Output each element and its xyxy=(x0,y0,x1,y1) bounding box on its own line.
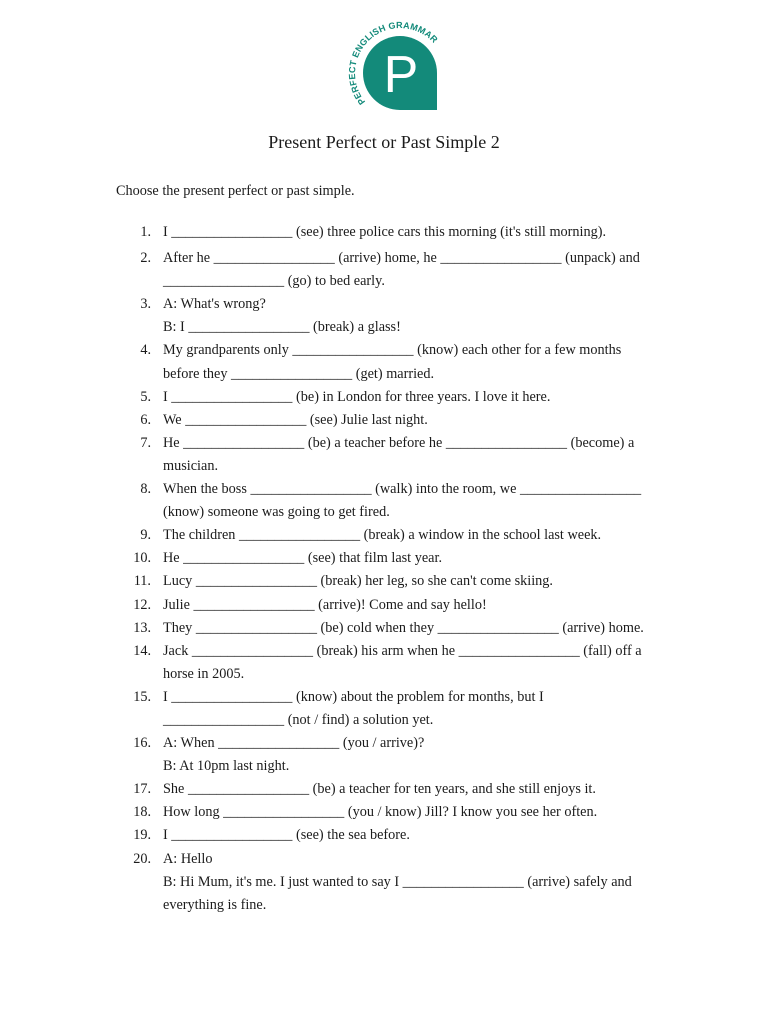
item-number: 18. xyxy=(133,804,151,821)
exercise-item-10 xyxy=(0,547,768,570)
exercise-item-8 xyxy=(0,478,768,524)
item-text-line: before they _________________ (get) married. xyxy=(163,365,435,382)
item-text-line: musician. xyxy=(163,457,219,474)
item-text-line: They _________________ (be) cold when they _________________ (arrive) home. xyxy=(163,619,644,636)
item-text-line: He _________________ (see) that film last year. xyxy=(163,550,443,567)
exercise-item-14 xyxy=(0,640,768,686)
item-number: 9. xyxy=(140,527,151,544)
exercise-item-20 xyxy=(0,848,768,917)
exercise-item-17 xyxy=(0,778,768,801)
item-number: 14. xyxy=(133,642,151,659)
item-text-line: B: I _________________ (break) a glass! xyxy=(163,319,401,336)
item-text-line: When the boss _________________ (walk) into the room, we _________________ xyxy=(163,481,642,498)
item-number: 3. xyxy=(140,296,151,313)
item-number: 11. xyxy=(133,573,151,590)
exercise-item-15 xyxy=(0,686,768,732)
item-text-line: A: What's wrong? xyxy=(163,296,266,313)
item-number: 13. xyxy=(133,619,151,636)
exercise-item-4 xyxy=(0,339,768,385)
worksheet-title: Present Perfect or Past Simple 2 xyxy=(268,132,500,152)
item-text-line: horse in 2005. xyxy=(163,665,245,682)
exercise-item-5 xyxy=(0,386,768,409)
item-text-line: everything is fine. xyxy=(163,896,267,913)
item-text-line: How long _________________ (you / know) Jill? I know you see her often. xyxy=(163,804,598,821)
item-text-line: I _________________ (see) the sea before. xyxy=(163,827,410,844)
item-number: 7. xyxy=(140,434,151,451)
item-text-line: A: When _________________ (you / arrive)? xyxy=(163,735,425,752)
exercise-item-3 xyxy=(0,293,768,339)
exercise-item-2 xyxy=(0,247,768,293)
item-number: 6. xyxy=(140,411,151,428)
item-text-line: Julie _________________ (arrive)! Come and say hello! xyxy=(163,596,487,613)
perfect-english-grammar-logo xyxy=(330,10,460,120)
exercise-item-19 xyxy=(0,824,768,847)
item-number: 2. xyxy=(140,250,151,267)
exercise-item-12 xyxy=(0,594,768,617)
exercise-item-16 xyxy=(0,732,768,778)
exercise-item-11 xyxy=(0,570,768,593)
item-number: 5. xyxy=(140,388,151,405)
item-number: 4. xyxy=(140,342,151,359)
exercise-item-9 xyxy=(0,524,768,547)
item-text-line: My grandparents only _________________ (know) each other for a few months xyxy=(163,342,622,359)
worksheet-instruction: Choose the present perfect or past simple. xyxy=(116,183,355,199)
item-text-line: Jack _________________ (break) his arm when he _________________ (fall) off a xyxy=(163,642,642,659)
item-text-line: B: Hi Mum, it's me. I just wanted to say I _________________ (arrive) safely and xyxy=(163,873,632,890)
item-number: 17. xyxy=(133,781,151,798)
item-number: 8. xyxy=(140,481,151,498)
exercise-item-1 xyxy=(0,221,768,244)
item-number: 20. xyxy=(133,850,151,867)
item-text-line: I _________________ (be) in London for three years. I love it here. xyxy=(163,388,551,405)
item-text-line: He _________________ (be) a teacher before he _________________ (become) a xyxy=(163,434,635,451)
item-number: 15. xyxy=(133,688,151,705)
exercise-item-18 xyxy=(0,801,768,824)
item-number: 16. xyxy=(133,735,151,752)
item-text-line: I _________________ (know) about the problem for months, but I xyxy=(163,688,544,705)
item-text-line: _________________ (not / find) a solution yet. xyxy=(163,711,434,728)
logo-letter: P xyxy=(383,46,419,104)
exercise-item-6 xyxy=(0,409,768,432)
item-text-line: She _________________ (be) a teacher for ten years, and she still enjoys it. xyxy=(163,781,596,798)
item-number: 19. xyxy=(133,827,151,844)
item-number: 12. xyxy=(133,596,151,613)
exercise-list xyxy=(0,221,768,917)
item-text-line: The children _________________ (break) a window in the school last week. xyxy=(163,527,602,544)
item-number: 1. xyxy=(140,224,151,240)
item-text-line: Lucy _________________ (break) her leg, so she can't come skiing. xyxy=(163,573,553,590)
item-text-line: A: Hello xyxy=(163,850,213,867)
exercise-item-13 xyxy=(0,617,768,640)
item-text-line: We _________________ (see) Julie last night. xyxy=(163,411,428,428)
item-text-line: _________________ (go) to bed early. xyxy=(163,273,385,290)
logo-arc-text-path: PERFECT ENGLISH GRAMMAR xyxy=(346,20,440,107)
exercise-item-7 xyxy=(0,432,768,478)
item-text-line: (know) someone was going to get fired. xyxy=(163,504,390,521)
item-text-line: B: At 10pm last night. xyxy=(163,758,290,775)
item-text-line: I _________________ (see) three police cars this morning (it's still morning). xyxy=(163,224,607,240)
item-number: 10. xyxy=(133,550,151,567)
item-text-line: After he _________________ (arrive) home, he _________________ (unpack) and xyxy=(163,250,640,267)
